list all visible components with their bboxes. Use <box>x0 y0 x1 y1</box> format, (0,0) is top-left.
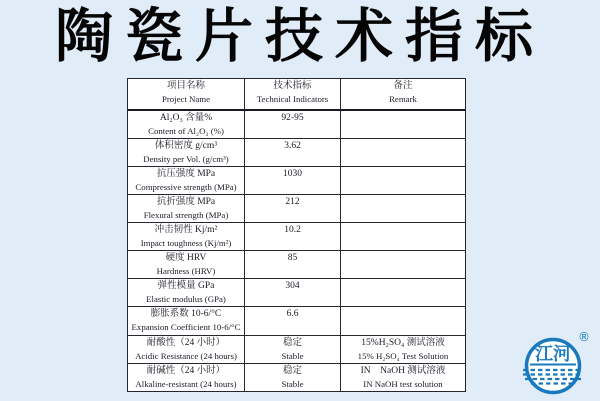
cell-line-zh <box>341 252 465 265</box>
remark-cell <box>341 166 466 194</box>
header-remark-zh: 备注 <box>393 81 413 91</box>
indicator-cell <box>245 307 341 335</box>
table-row <box>128 166 466 194</box>
cell-line-zh: 稳定 <box>282 365 302 376</box>
cell-line-en <box>245 181 340 194</box>
cell-line-zh: IN NaOH 测试溶液 <box>360 365 446 376</box>
cell-line-en: Stable <box>281 378 304 389</box>
indicator-cell <box>245 363 341 391</box>
cell-line-zh: 15%H₂SO₄ 测试溶液 <box>361 337 445 348</box>
cell-line-en: Acidic Resistance (24 hours) <box>135 350 237 361</box>
cell-line-zh: 3.62 <box>284 140 301 151</box>
cell-line-zh: 85 <box>287 253 298 264</box>
project-name-cell <box>128 335 245 363</box>
cell-line-zh: 耐碱性（24 小时） <box>146 365 226 376</box>
indicator-cell <box>245 110 341 139</box>
cell-line-en <box>245 265 340 278</box>
table-row <box>128 335 466 363</box>
remark-cell <box>341 307 466 335</box>
cell-line-en <box>245 209 340 222</box>
cell-line-zh: 304 <box>285 281 300 292</box>
cell-line-en <box>245 237 340 250</box>
cell-line-zh: 10.2 <box>284 225 301 236</box>
header-remark-en: Remark <box>389 94 417 104</box>
remark-cell <box>341 194 466 222</box>
spec-table <box>127 78 466 392</box>
indicator-cell <box>245 194 341 222</box>
indicator-cell <box>245 166 341 194</box>
cell-line-zh: 1030 <box>283 168 302 179</box>
cell-line-en: Hardness (HRV) <box>156 266 216 277</box>
cell-line-en: Content of Al₂O₃ (%) <box>148 125 224 136</box>
cell-line-en <box>341 181 465 194</box>
header-indicators-en: Technical Indicators <box>256 94 329 104</box>
remark-cell <box>341 251 466 279</box>
cell-line-zh: 抗折强度 MPa <box>156 196 216 207</box>
cell-line-zh <box>341 308 465 321</box>
project-name-cell <box>128 110 245 139</box>
header-indicators-zh: 技术指标 <box>273 81 312 91</box>
indicator-cell <box>245 223 341 251</box>
cell-line-en: Flexural strength (MPa) <box>143 209 229 220</box>
cell-line-zh <box>341 224 465 237</box>
table-row <box>128 307 466 335</box>
cell-line-zh: 稳定 <box>282 337 302 348</box>
project-name-cell <box>128 194 245 222</box>
column-header-remark <box>341 79 466 110</box>
project-name-cell <box>128 223 245 251</box>
remark-cell <box>341 363 466 391</box>
jianghe-logo-graphic <box>522 328 594 396</box>
registered-trademark-icon: ® <box>578 330 590 344</box>
logo-text: 江河 <box>535 344 571 365</box>
cell-line-zh: 硬度 HRV <box>165 253 207 264</box>
column-header-project-name <box>128 79 245 110</box>
table-row <box>128 110 466 139</box>
project-name-cell <box>128 363 245 391</box>
remark-cell <box>341 279 466 307</box>
cell-line-zh <box>341 140 465 153</box>
cell-line-en <box>341 237 465 250</box>
remark-cell <box>341 138 466 166</box>
cell-line-zh: 耐酸性（24 小时） <box>146 337 226 348</box>
project-name-cell <box>128 251 245 279</box>
cell-line-en <box>341 125 465 138</box>
cell-line-en: Density per Vol. (g/cm³) <box>143 153 229 164</box>
cell-line-en: Alkaline-resistant (24 hours) <box>135 378 237 389</box>
table-row <box>128 279 466 307</box>
cell-line-zh: 212 <box>285 196 300 207</box>
cell-line-en <box>245 153 340 166</box>
indicator-cell <box>245 138 341 166</box>
project-name-cell <box>128 279 245 307</box>
indicator-cell <box>245 251 341 279</box>
table-row <box>128 138 466 166</box>
jianghe-logo <box>522 328 594 396</box>
cell-line-en <box>341 321 465 334</box>
cell-line-en <box>341 293 465 306</box>
project-name-cell <box>128 138 245 166</box>
header-row <box>128 79 466 110</box>
cell-line-en: Impact toughness (Kj/m²) <box>140 238 232 249</box>
cell-line-zh: 冲击韧性 Kj/m² <box>154 225 218 236</box>
cell-line-en: Stable <box>281 350 304 361</box>
cell-line-zh <box>341 112 465 125</box>
indicator-cell <box>245 335 341 363</box>
cell-line-en: Expansion Coefficient 10-6/°C <box>131 322 241 333</box>
cell-line-en: Elastic modulus (GPa) <box>146 294 226 305</box>
remark-cell <box>341 335 466 363</box>
cell-line-zh: 抗压强度 MPa <box>156 168 216 179</box>
table-row <box>128 194 466 222</box>
project-name-cell <box>128 166 245 194</box>
project-name-cell <box>128 307 245 335</box>
cell-line-en <box>341 265 465 278</box>
cell-line-en <box>245 321 340 334</box>
column-header-technical-indicators <box>245 79 341 110</box>
cell-line-en <box>341 209 465 222</box>
remark-cell <box>341 223 466 251</box>
cell-line-en <box>341 153 465 166</box>
cell-line-en: Compressive strength (MPa) <box>135 181 237 192</box>
cell-line-zh <box>341 168 465 181</box>
remark-cell <box>341 110 466 139</box>
cell-line-zh: Al₂O₃ 含量% <box>159 112 213 123</box>
cell-line-zh <box>341 280 465 293</box>
cell-line-en <box>245 293 340 306</box>
header-project-name-en: Project Name <box>161 94 211 104</box>
cell-line-zh: 92-95 <box>281 112 304 123</box>
cell-line-zh: 体积密度 g/cm³ <box>154 140 218 151</box>
cell-line-zh: 弹性模量 GPa <box>157 281 215 292</box>
cell-line-zh: 膨胀系数 10-6/°C <box>150 309 222 320</box>
table-row <box>128 223 466 251</box>
page-title: 陶瓷片技术指标 <box>54 2 545 70</box>
cell-line-en <box>245 125 340 138</box>
cell-line-zh <box>341 196 465 209</box>
cell-line-en: IN NaOH test solution <box>363 378 443 389</box>
table-row <box>128 251 466 279</box>
table-row <box>128 363 466 391</box>
cell-line-en: 15% H₂SO₄ Test Solution <box>357 350 449 361</box>
header-project-name-zh: 项目名称 <box>166 81 205 91</box>
cell-line-zh: 6.6 <box>286 309 299 320</box>
indicator-cell <box>245 279 341 307</box>
